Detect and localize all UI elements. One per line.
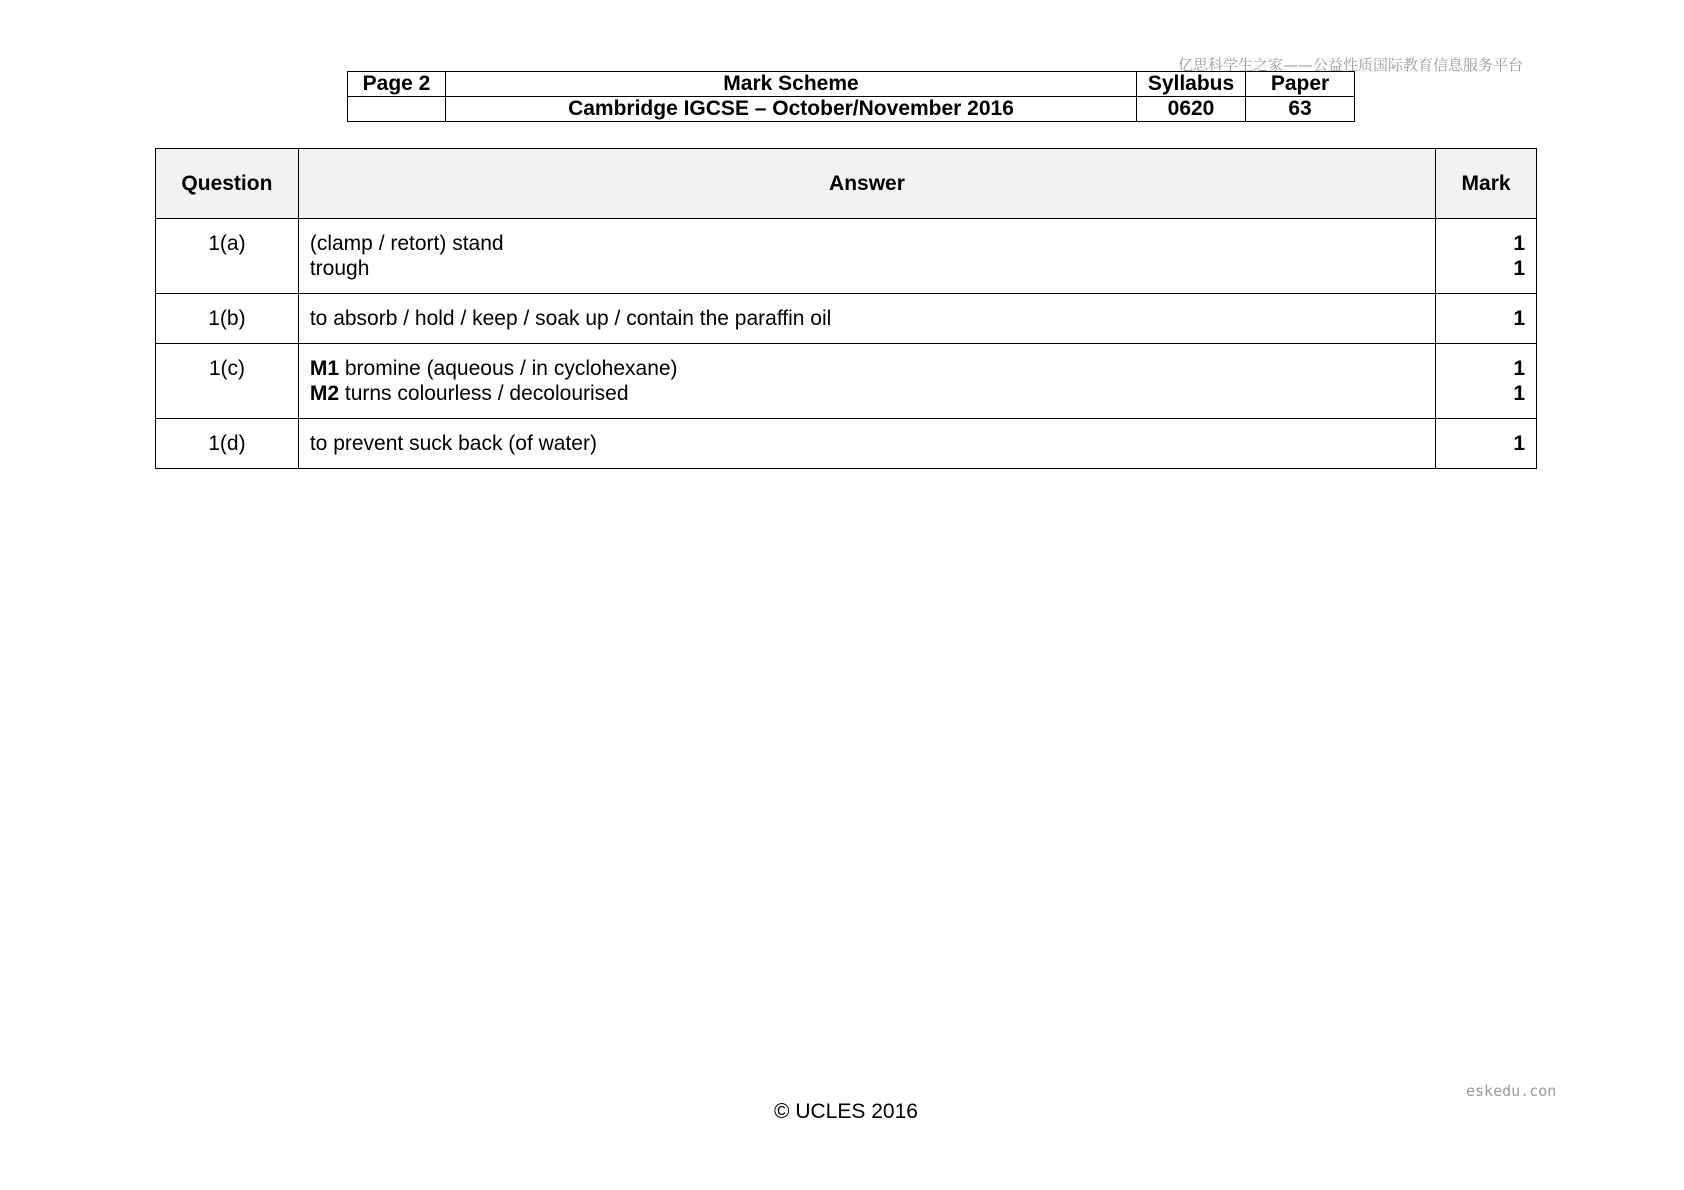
- question-number: 1(d): [156, 419, 299, 469]
- paper-label: Paper: [1246, 72, 1355, 97]
- mark-value: 1: [1513, 307, 1525, 330]
- answer-text: bromine (aqueous / in cyclohexane): [339, 357, 678, 380]
- answer-cell: [298, 344, 1435, 419]
- answer-cell: [298, 219, 1435, 294]
- answer-line: [310, 356, 1425, 381]
- mark-value: 1: [1513, 357, 1525, 380]
- mark-value: 1: [1513, 257, 1525, 280]
- watermark-text-top: 亿思科学生之家——公益性质国际教育信息服务平台: [1178, 56, 1524, 74]
- header-row-2: [348, 97, 1355, 122]
- mark-scheme-table: [155, 148, 1537, 469]
- question-number: 1(b): [156, 294, 299, 344]
- page-number: Page 2: [348, 72, 446, 97]
- question-number: 1(a): [156, 219, 299, 294]
- question-column-header: Question: [156, 149, 299, 219]
- mark-value: 1: [1513, 432, 1525, 455]
- answer-line: to prevent suck back (of water): [309, 432, 597, 455]
- table-row: [156, 344, 1537, 419]
- document-title: Mark Scheme: [446, 72, 1137, 97]
- answer-cell: [298, 419, 1435, 469]
- answer-line: trough: [309, 257, 370, 280]
- header-row-1: [348, 72, 1355, 97]
- syllabus-label: Syllabus: [1137, 72, 1246, 97]
- watermark-text-bottom: eskedu.con: [1466, 1082, 1557, 1100]
- table-row: [156, 219, 1537, 294]
- mark-column-header: Mark: [1436, 149, 1537, 219]
- table-header-row: [156, 149, 1537, 219]
- mark-cell: [1436, 294, 1537, 344]
- answer-column-header: Answer: [298, 149, 1435, 219]
- mark-point-label: M2: [309, 382, 340, 405]
- mark-value: 1: [1513, 382, 1525, 405]
- document-header-table: [347, 71, 1355, 122]
- document-subtitle: Cambridge IGCSE – October/November 2016: [446, 97, 1137, 122]
- table-row: [156, 419, 1537, 469]
- syllabus-code: 0620: [1137, 97, 1246, 122]
- copyright-footer: © UCLES 2016: [774, 1100, 918, 1123]
- answer-text: turns colourless / decolourised: [339, 382, 629, 405]
- mark-cell: [1436, 419, 1537, 469]
- mark-point-label: M1: [309, 357, 340, 380]
- answer-line: (clamp / retort) stand: [309, 232, 504, 255]
- header-blank-cell: [348, 97, 446, 122]
- mark-cell: [1436, 344, 1537, 419]
- answer-line: to absorb / hold / keep / soak up / contain the paraffin oil: [309, 307, 832, 330]
- paper-number: 63: [1246, 97, 1355, 122]
- question-number: 1(c): [156, 344, 299, 419]
- answer-line: [310, 381, 1425, 406]
- mark-cell: [1436, 219, 1537, 294]
- answer-cell: [298, 294, 1435, 344]
- table-row: [156, 294, 1537, 344]
- mark-value: 1: [1513, 232, 1525, 255]
